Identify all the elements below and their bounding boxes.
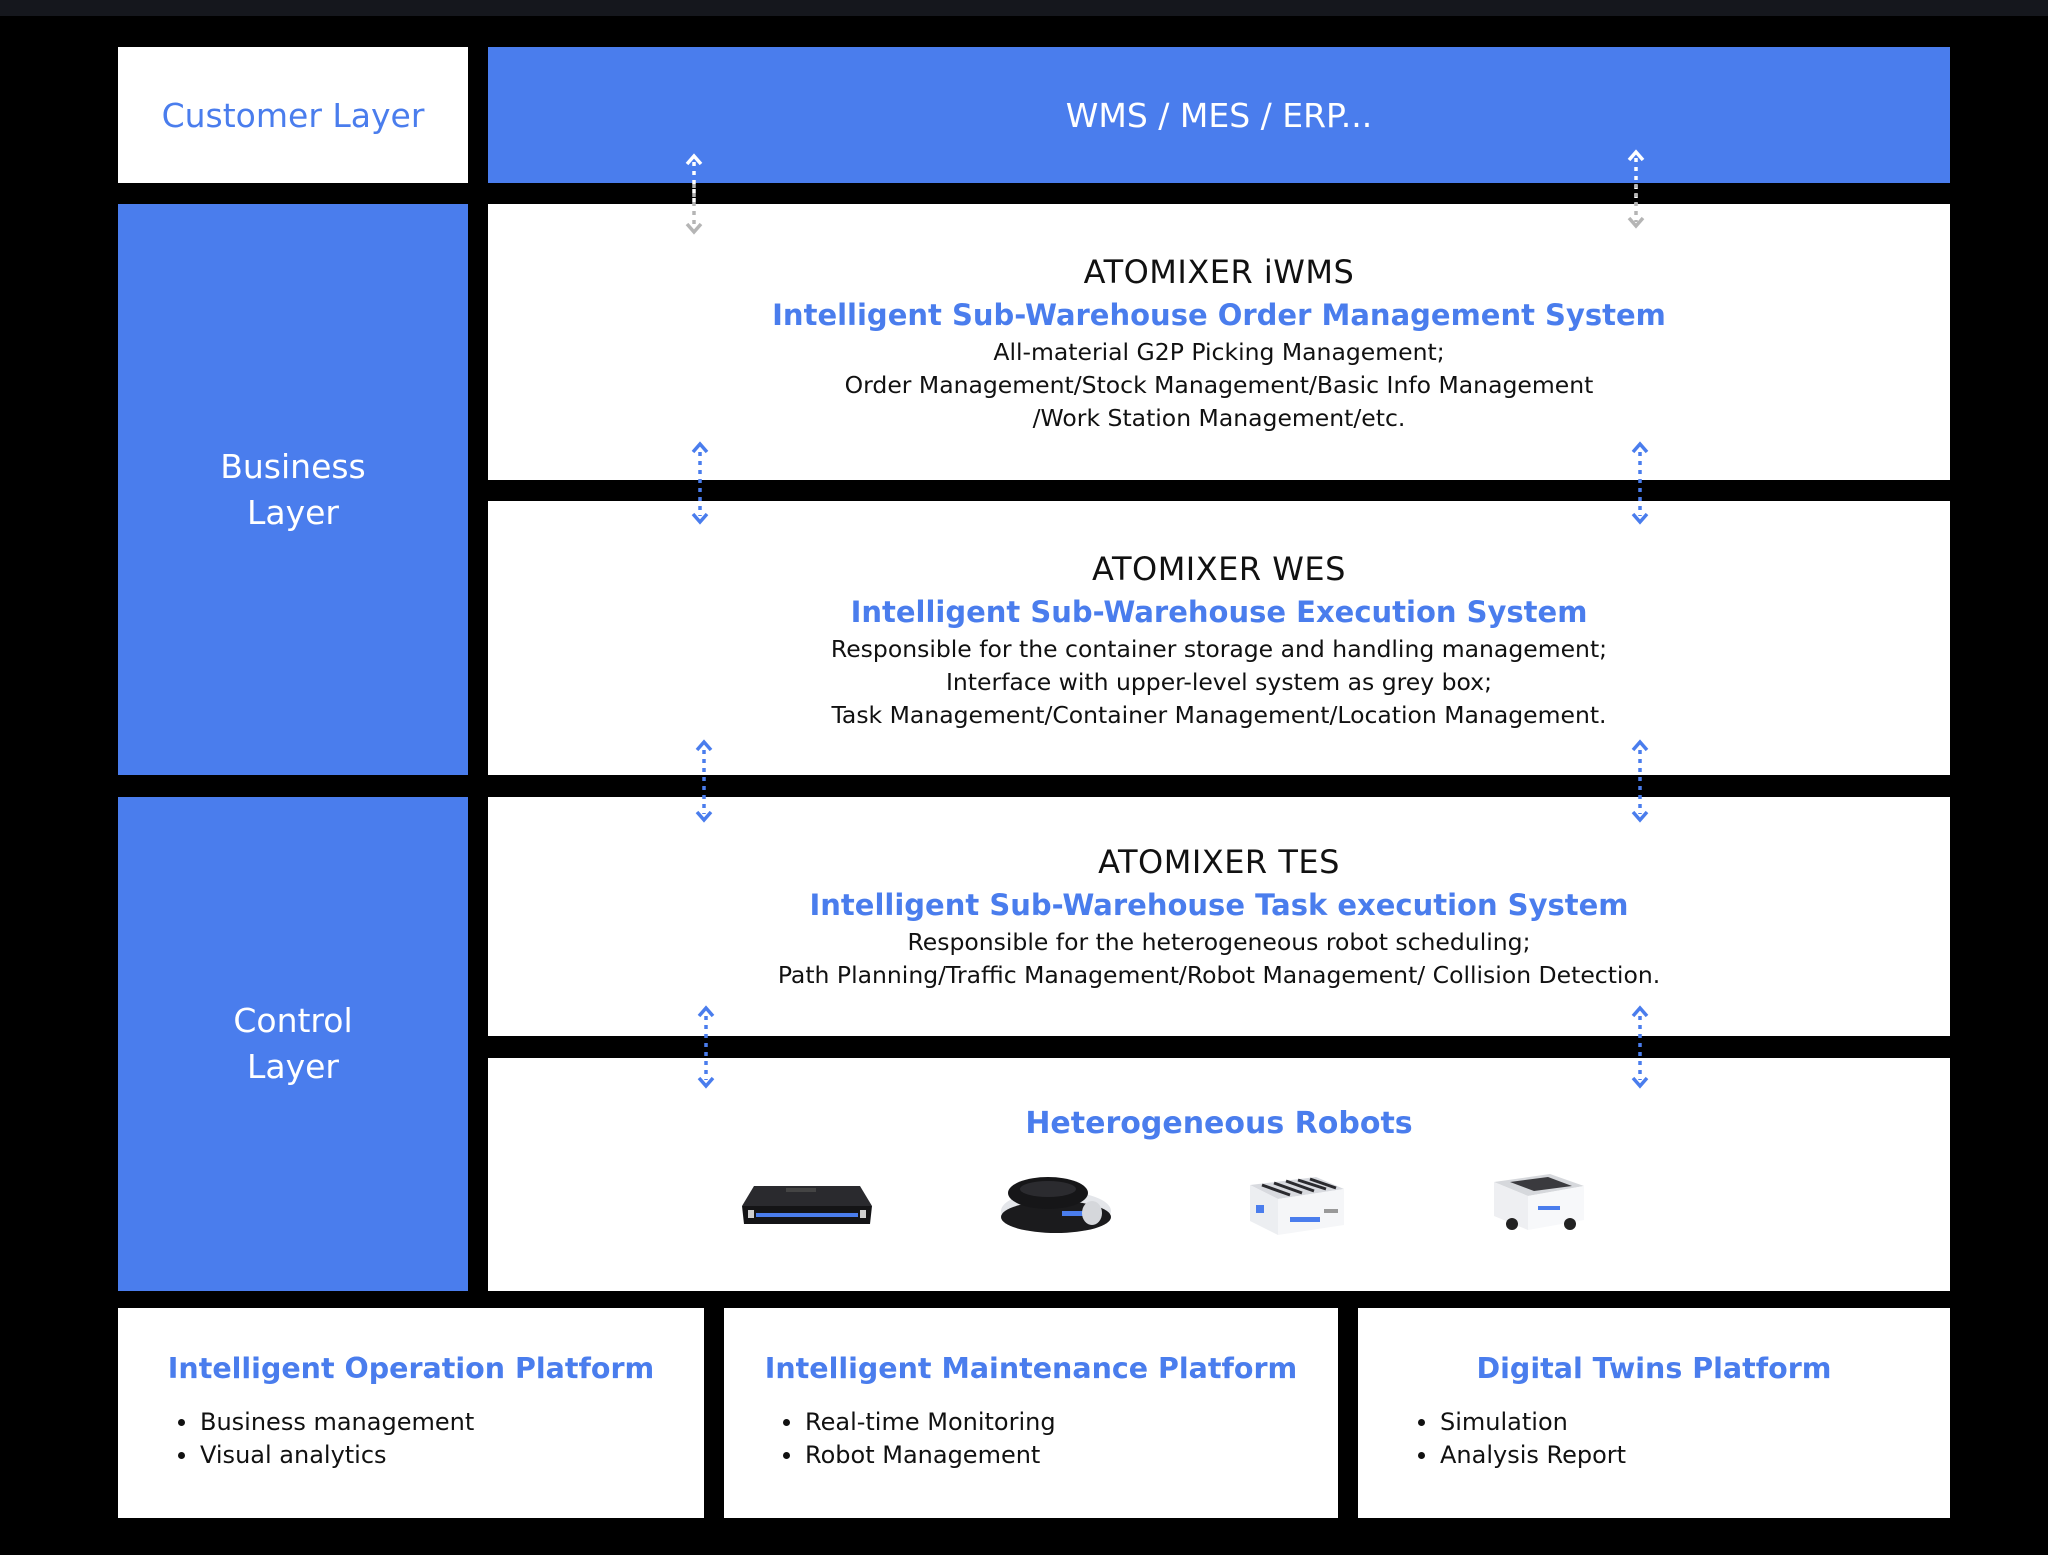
tes-subtitle: Intelligent Sub-Warehouse Task execution System	[809, 888, 1629, 922]
iwms-desc-line: Order Management/Stock Management/Basic Info Management	[844, 371, 1594, 399]
digital-twins-platform-item: Simulation	[1416, 1406, 1626, 1439]
double-arrow-icon	[699, 1008, 713, 1086]
control-layer-label: Control Layer	[233, 1001, 353, 1086]
wes-subtitle: Intelligent Sub-Warehouse Execution System	[850, 595, 1588, 629]
customer-systems-label: WMS / MES / ERP...	[1065, 95, 1373, 135]
operation-platform-item: Business management	[176, 1406, 474, 1439]
customer-layer-label: Customer Layer	[161, 95, 425, 135]
iwms-desc-line: /Work Station Management/etc.	[1032, 404, 1406, 432]
wes-desc-line: Task Management/Container Management/Location Management.	[831, 701, 1607, 729]
double-arrow-icon	[693, 444, 707, 522]
robots-title: Heterogeneous Robots	[1025, 1106, 1413, 1141]
digital-twins-platform-title: Digital Twins Platform	[1476, 1352, 1832, 1385]
double-arrow-icon	[697, 742, 711, 820]
double-arrow-icon	[1633, 444, 1647, 522]
wes-desc-line: Responsible for the container storage and handling management;	[830, 635, 1608, 663]
maintenance-platform-item: Real-time Monitoring	[781, 1406, 1056, 1439]
maintenance-platform-title: Intelligent Maintenance Platform	[764, 1352, 1298, 1385]
iwms-desc-line: All-material G2P Picking Management;	[993, 338, 1445, 366]
maintenance-platform-item: Robot Management	[781, 1439, 1056, 1472]
iwms-subtitle: Intelligent Sub-Warehouse Order Management System	[772, 298, 1666, 332]
wes-name: ATOMIXER WES	[1092, 550, 1346, 588]
business-layer-label: Business Layer	[220, 446, 366, 532]
tes-name: ATOMIXER TES	[1098, 843, 1340, 881]
digital-twins-platform-item: Analysis Report	[1416, 1439, 1626, 1472]
iwms-name: ATOMIXER iWMS	[1083, 253, 1355, 291]
operation-platform-item: Visual analytics	[176, 1439, 474, 1472]
double-arrow-icon	[1633, 742, 1647, 820]
double-arrow-icon	[687, 156, 701, 232]
double-arrow-icon	[1633, 1008, 1647, 1086]
double-arrow-icon	[1629, 152, 1643, 226]
tes-desc-line: Path Planning/Traffic Management/Robot Management/ Collision Detection.	[777, 961, 1661, 989]
wes-desc-line: Interface with upper-level system as grey box;	[945, 668, 1493, 696]
tes-desc-line: Responsible for the heterogeneous robot scheduling;	[907, 928, 1531, 956]
operation-platform-title: Intelligent Operation Platform	[167, 1352, 655, 1385]
